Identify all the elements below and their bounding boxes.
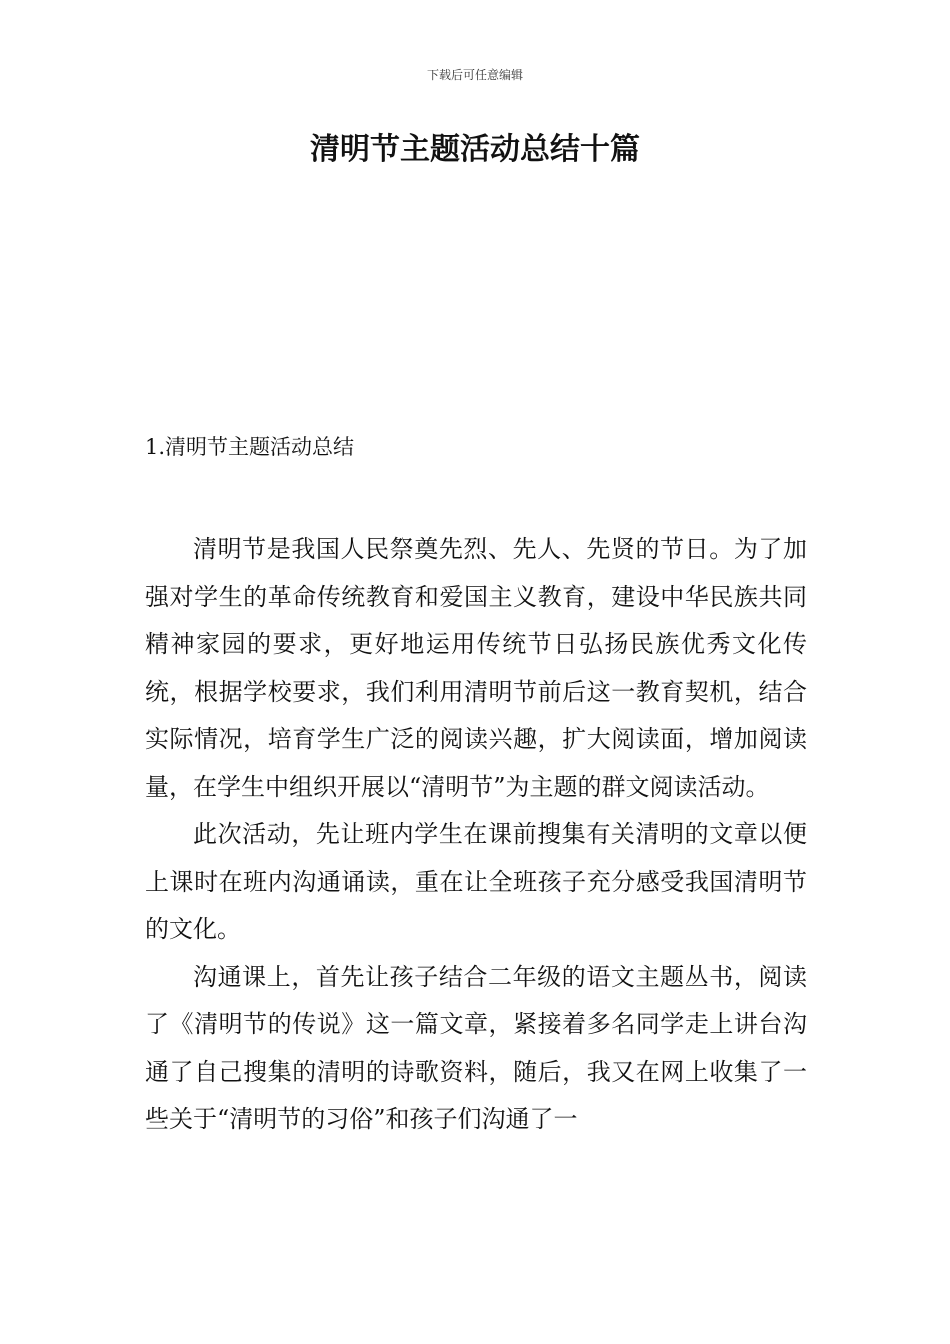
paragraph: 清明节是我国人民祭奠先烈、先人、先贤的节日。为了加强对学生的革命传统教育和爱国主义教育，建设中华民族共同精神家园的要求，更好地运用传统节日弘扬民族优秀文化传统，根据学校要求，我们利用清明节前后这一教育契机，结合实际情况，培育学生广泛的阅读兴趣，扩大阅读面，增加阅读量，在学生中组织开展以“清明节”为主题的群文阅读活动。 [145, 535, 807, 801]
header-note: 下载后可任意编辑 [426, 68, 523, 82]
paragraph: 此次活动，先让班内学生在课前搜集有关清明的文章以便上课时在班内沟通诵读，重在让全班孩子充分感受我国清明节的文化。 [145, 820, 807, 943]
section-heading: 1.清明节主题活动总结 [145, 435, 355, 459]
document-title: 清明节主题活动总结十篇 [310, 132, 640, 167]
paragraph: 沟通课上，首先让孩子结合二年级的语文主题丛书，阅读了《清明节的传说》这一篇文章，紧接着多名同学走上讲台沟通了自己搜集的清明的诗歌资料，随后，我又在网上收集了一些关于“清明节的习俗”和孩子们沟通了一 [145, 962, 807, 1133]
body-text [145, 526, 807, 1144]
